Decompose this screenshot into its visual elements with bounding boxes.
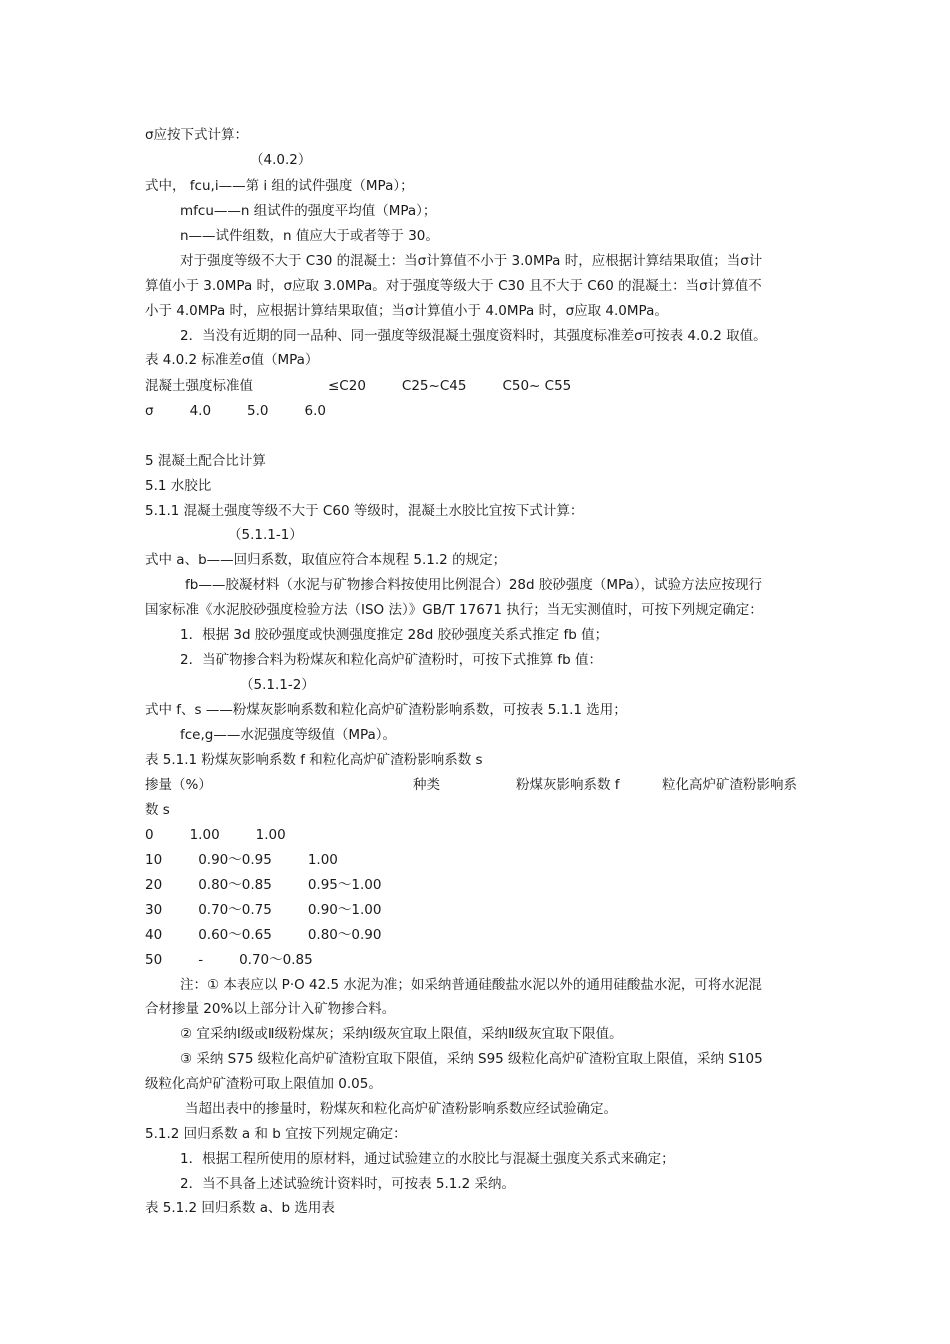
table-cell: 掺量（%）: [145, 777, 212, 793]
text-line: mfcu——n 组试件的强度平均值（MPa）；: [180, 203, 437, 219]
table-cell: 10: [145, 852, 163, 868]
table-cell: 6.0: [304, 403, 327, 419]
table-cell: 1.00: [307, 852, 338, 868]
table-cell: 40: [145, 927, 163, 943]
note-line: 当超出表中的掺量时，粉煤灰和粒化高炉矿渣粉影响系数应经试验确定。: [185, 1101, 617, 1117]
text-line: σ应按下式计算：: [145, 127, 249, 143]
table-row: [145, 948, 810, 973]
table-cell: 0.90～1.00: [307, 902, 382, 918]
table-cell: 0.70～0.85: [239, 952, 313, 968]
formula-number: （5.1.1-2）: [240, 677, 315, 693]
table-cell: 0.95～1.00: [307, 877, 382, 893]
text-line: 式中 f、s ——粉煤灰影响系数和粒化高炉矿渣粉影响系数，可按表 5.1.1 选用；: [145, 702, 627, 718]
table-402-header: [145, 374, 810, 399]
text-line: fce,g——水泥强度等级值（MPa）。: [180, 727, 397, 743]
table-cell: 0.80～0.85: [198, 877, 272, 893]
text-line: 1．根据 3d 胶砂强度或快测强度推定 28d 胶砂强度关系式推定 fb 值；: [180, 627, 609, 643]
table-cell: 20: [145, 877, 163, 893]
table-cell: 混凝土强度标准值: [145, 378, 253, 394]
text-line: 式中 a、b——回归系数，取值应符合本规程 5.1.2 的规定；: [145, 552, 507, 568]
note-line: ② 宜采纳Ⅰ级或Ⅱ级粉煤灰；采纳Ⅰ级灰宜取上限值，采纳Ⅱ级灰宜取下限值。: [180, 1026, 623, 1042]
text-line: 小于 4.0MPa 时，应根据计算结果取值；当σ计算值小于 4.0MPa 时，σ应取 4.0MPa。: [145, 303, 668, 319]
note-line: 合材掺量 20%以上部分计入矿物掺合料。: [145, 1001, 396, 1017]
table-caption: 表 4.0.2 标准差σ值（MPa）: [145, 352, 319, 368]
table-cell: 种类: [413, 777, 440, 793]
note-line: 级粒化高炉矿渣粉可取上限值加 0.05。: [145, 1076, 382, 1092]
text-line: 1．根据工程所使用的原材料，通过试验建立的水胶比与混凝土强度关系式来确定；: [180, 1151, 675, 1167]
table-cell: 50: [145, 952, 163, 968]
table-cell: 0.90～0.95: [198, 852, 272, 868]
text-line: n——试件组数，n 值应大于或者等于 30。: [180, 228, 439, 244]
text-line: 算值小于 3.0MPa 时，σ应取 3.0MPa。对于强度等级大于 C30 且不大于 C60 的混凝土：当σ计算值不: [145, 278, 762, 294]
table-caption: 表 5.1.1 粉煤灰影响系数 f 和粒化高炉矿渣粉影响系数 s: [145, 752, 483, 768]
table-row: [145, 873, 810, 898]
table-cell: 0.80～0.90: [307, 927, 382, 943]
table-cell: 0.70～0.75: [198, 902, 272, 918]
table-cell: 0.60～0.65: [198, 927, 272, 943]
section-heading: 5 混凝土配合比计算: [145, 453, 266, 469]
text-line: 5.1.2 回归系数 a 和 b 宜按下列规定确定：: [145, 1126, 407, 1142]
table-cell: 数 s: [145, 802, 170, 818]
table-cell: 1.00: [189, 827, 220, 843]
section-heading: 5.1 水胶比: [145, 478, 212, 494]
text-line: 2．当矿物掺合料为粉煤灰和粒化高炉矿渣粉时，可按下式推算 fb 值：: [180, 652, 602, 668]
text-line: 式中， fcu,i——第 i 组的试件强度（MPa）；: [145, 178, 414, 194]
text-line: fb——胶凝材料（水泥与矿物掺合料按使用比例混合）28d 胶砂强度（MPa），试验方法应按现行: [185, 577, 763, 593]
table-cell: σ: [145, 403, 154, 419]
text-line: 5.1.1 混凝土强度等级不大于 C60 等级时，混凝土水胶比宜按下式计算：: [145, 503, 584, 519]
table-cell: 粉煤灰影响系数 f: [516, 777, 620, 793]
table-cell: ≤C20: [328, 378, 366, 394]
table-cell: C25~C45: [401, 378, 467, 394]
formula-number: （5.1.1-1）: [228, 527, 303, 543]
table-cell: 5.0: [247, 403, 269, 419]
text-line: 2．当没有近期的同一品种、同一强度等级混凝土强度资料时，其强度标准差σ可按表 4.0.2 取值。: [180, 328, 767, 344]
note-line: ③ 采纳 S75 级粒化高炉矿渣粉宜取下限值，采纳 S95 级粒化高炉矿渣粉宜取上限值，采纳 S105: [180, 1051, 763, 1067]
text-line: 国家标准《水泥胶砂强度检验方法（ISO 法）》GB/T 17671 执行；当无实测值时，可按下列规定确定：: [145, 602, 763, 618]
table-row: [145, 923, 810, 948]
table-row: [145, 898, 810, 923]
table-cell: 4.0: [189, 403, 212, 419]
table-row: [145, 848, 810, 873]
formula-number: （4.0.2）: [250, 152, 312, 168]
table-cell: -: [198, 952, 204, 968]
text-line: 对于强度等级不大于 C30 的混凝土：当σ计算值不小于 3.0MPa 时，应根据计算结果取值；当σ计: [180, 253, 763, 269]
table-cell: 0: [145, 827, 154, 843]
note-line: 注：① 本表应以 P·O 42.5 水泥为准；如采纳普通硅酸盐水泥以外的通用硅酸盐水泥，可将水泥混: [180, 977, 762, 993]
table-cell: C50~ C55: [502, 378, 572, 394]
table-cell: 30: [145, 902, 163, 918]
table-cell: 1.00: [255, 827, 286, 843]
table-402-row: [145, 399, 810, 424]
table-row: [145, 823, 810, 848]
text-line: 2．当不具备上述试验统计资料时，可按表 5.1.2 采纳。: [180, 1176, 516, 1192]
table-cell: 粒化高炉矿渣粉影响系: [662, 777, 797, 793]
table-caption: 表 5.1.2 回归系数 a、b 选用表: [145, 1200, 335, 1216]
